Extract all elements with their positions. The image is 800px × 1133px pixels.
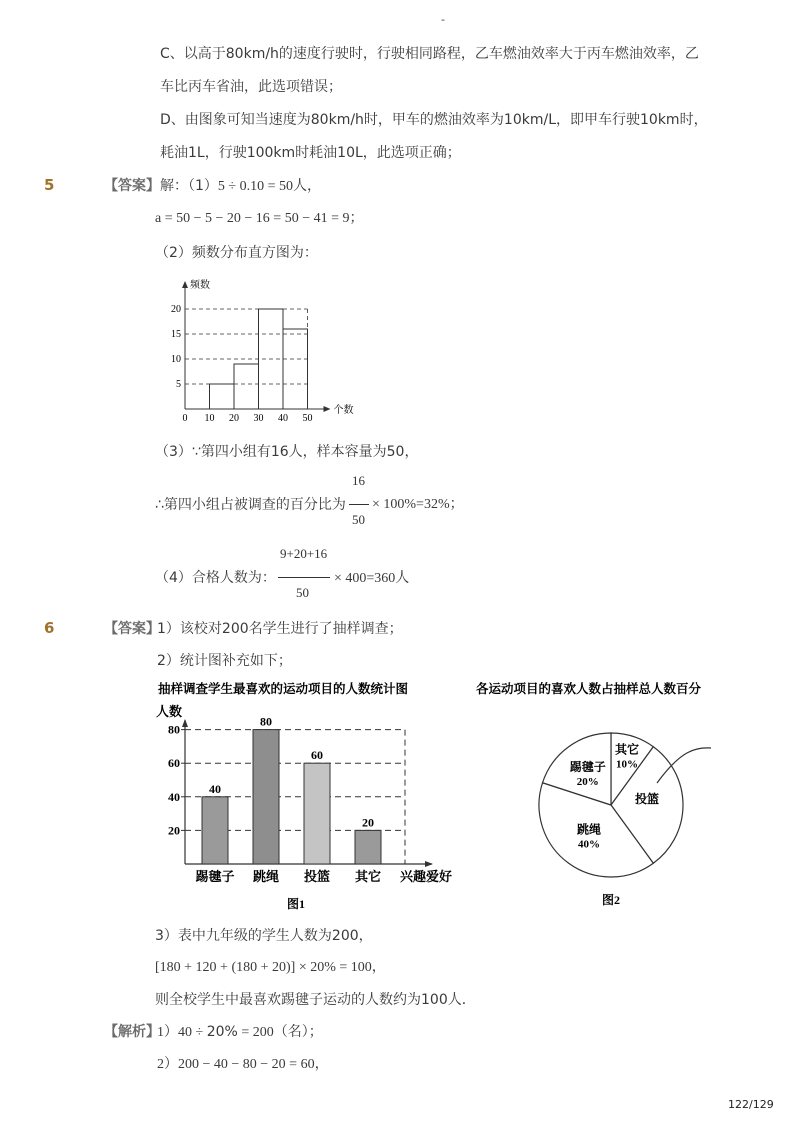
q5-part1: 解：（1）5 ÷ 0.10 = 50人，: [160, 178, 322, 194]
data-label: 40: [209, 781, 221, 796]
x-tick-label: 0: [182, 413, 188, 424]
slice-percent: 20%: [576, 775, 599, 788]
slice-percent: 10%: [616, 758, 639, 771]
question-number-5: 5: [44, 176, 55, 194]
x-axis-label: 兴趣爱好: [400, 869, 453, 884]
y-axis-arrow: [182, 719, 188, 727]
bar-3: [355, 830, 381, 864]
q5-frac2-denominator: 50: [296, 585, 309, 600]
bar-0: [202, 797, 228, 864]
x-tick-label: 20: [229, 413, 239, 424]
slice-label: 踢毽子: [569, 759, 606, 774]
q5-part4-prefix: （4）合格人数为：: [155, 570, 276, 586]
data-label: 20: [362, 815, 374, 830]
x-tick-label: 10: [204, 413, 215, 424]
answer-label-6: 【答案】: [104, 621, 160, 637]
q6-line3: 3）表中九年级的学生人数为200，: [155, 928, 373, 944]
slice-label: 投篮: [634, 792, 660, 806]
y-tick-label: 20: [171, 304, 181, 315]
chart-caption: 图2: [601, 893, 621, 907]
pie-chart: [470, 680, 720, 918]
slice-percent: 40%: [577, 838, 600, 851]
x-tick-label: 30: [253, 413, 264, 424]
x-tick-label: 40: [278, 413, 288, 424]
analysis-line1: 1）40 ÷ 20% = 200（名）；: [157, 1024, 323, 1040]
q5-frac1-bar: [349, 504, 369, 505]
q5-frac2-numerator: 9+20+16: [280, 546, 328, 561]
y-tick-label: 20: [168, 823, 180, 838]
x-tick-label: 投篮: [303, 869, 331, 884]
q5-frac1-numerator: 16: [352, 473, 365, 488]
slice-label: 跳绳: [576, 822, 602, 837]
page-number: 122/129: [728, 1098, 774, 1111]
data-label: 60: [311, 748, 323, 763]
histogram-bar: [210, 384, 235, 409]
data-label: 80: [260, 714, 272, 729]
x-axis-label: 个数: [333, 405, 354, 416]
y-tick-label: 80: [168, 722, 180, 737]
histogram-bar: [283, 329, 308, 409]
chart-title: 抽样调查学生最喜欢的运动项目的人数统计图: [158, 682, 409, 696]
q6-line2: 2）统计图补充如下；: [157, 653, 292, 669]
q6-line1: 1）该校对200名学生进行了抽样调查；: [157, 621, 403, 637]
q6-line5: 则全校学生中最喜欢踢毽子运动的人数约为100人．: [155, 992, 476, 1008]
x-tick-label: 踢毽子: [195, 869, 235, 884]
question-number-6: 6: [44, 619, 55, 637]
q5-part3-prefix: ∴第四小组占被调查的百分比为: [155, 497, 346, 513]
bar-2: [304, 763, 330, 864]
q5-part3-suffix: × 100%=32%；: [372, 497, 464, 512]
q5-frac1-denominator: 50: [352, 512, 365, 527]
q5-part4-suffix: × 400=360人: [334, 571, 410, 586]
answer-label-5: 【答案】: [104, 178, 160, 194]
bar-chart: [150, 680, 460, 918]
histogram-bar: [234, 364, 259, 409]
y-axis-arrow: [182, 281, 188, 288]
q5-part2: （2）频数分布直方图为：: [155, 245, 318, 261]
analysis-line2: 2）200 − 40 − 80 − 20 = 60，: [157, 1057, 329, 1072]
q5-frac2-bar: [278, 577, 330, 578]
y-tick-label: 15: [171, 329, 181, 340]
y-axis-label: 频数: [190, 280, 210, 291]
q5-part3-line1: （3）∵第四小组有16人，样本容量为50，: [155, 444, 419, 460]
histogram-chart: [160, 272, 360, 427]
y-tick-label: 40: [168, 789, 180, 804]
analysis-label: 【解析】: [104, 1024, 160, 1040]
option-c-line2: 车比丙车省油，此选项错误；: [160, 79, 342, 95]
slice-label: 其它: [615, 742, 640, 757]
bar-1: [253, 730, 279, 864]
header-mark: -: [441, 13, 445, 26]
y-tick-label: 10: [171, 354, 181, 365]
y-tick-label: 5: [176, 379, 181, 390]
x-tick-label: 50: [302, 413, 313, 424]
q6-line4: [180 + 120 + (180 + 20)] × 20% = 100，: [155, 960, 386, 975]
option-c-line1: C、以高于80km/h的速度行驶时，行驶相同路程，乙车燃油效率大于丙车燃油效率，乙: [160, 46, 699, 62]
option-d-line2: 耗油1L，行驶100km时耗油10L，此选项正确；: [160, 145, 461, 161]
chart-title: 各运动项目的喜欢人数占抽样总人数百分: [476, 682, 702, 696]
y-tick-label: 60: [168, 756, 180, 771]
x-tick-label: 跳绳: [252, 869, 280, 884]
x-tick-label: 其它: [354, 869, 382, 884]
chart-caption: 图1: [286, 897, 306, 911]
q5-part1-line2: a = 50 − 5 − 20 − 16 = 50 − 41 = 9；: [155, 211, 364, 226]
option-d-line1: D、由图象可知当速度为80km/h时，甲车的燃油效率为10km/L，即甲车行驶10km时，: [160, 112, 708, 128]
y-axis-label: 人数: [156, 704, 183, 719]
x-axis-arrow: [425, 861, 433, 867]
x-axis-arrow: [324, 406, 331, 412]
